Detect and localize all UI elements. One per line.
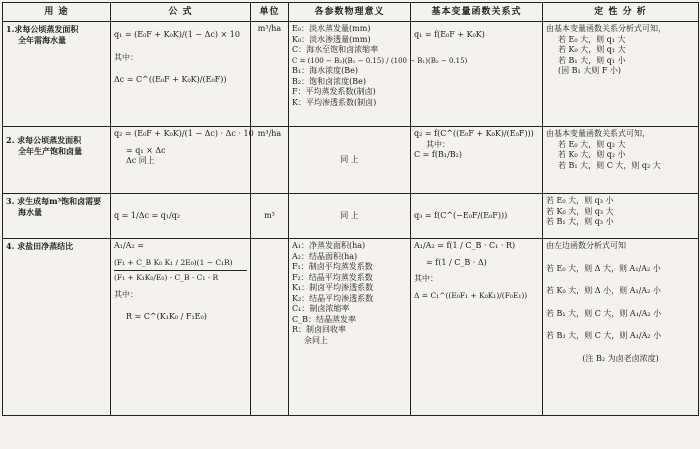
- relation-cell: [411, 194, 543, 239]
- param-line: K₀：淡水渗透量(mm): [292, 34, 371, 44]
- formula-table: [2, 2, 699, 416]
- param-line: K₁：制卤平均渗透系数: [292, 283, 374, 292]
- formula-line: 其中：: [114, 52, 138, 62]
- relation-cell: [411, 127, 543, 194]
- header-relation: 基本变量函数关系式: [411, 3, 543, 22]
- analysis-line: 若 B₁ 大，则 C 大，则 q₂ 大: [558, 160, 661, 170]
- formula-line: q = 1/Δc = q₁/q₂: [114, 210, 181, 220]
- param-line: K₂：结晶平均渗透系数: [292, 293, 374, 303]
- formula-line: R = C^(K₁K₀ / F₁E₀): [126, 312, 207, 321]
- analysis-line: 若 B₁ 大，则 q₁ 小: [558, 55, 626, 65]
- table-row: [3, 127, 699, 194]
- purpose-line: 全年需海水量: [18, 34, 66, 45]
- formula-line: Δc 同上: [126, 156, 155, 165]
- table-row: [3, 194, 699, 239]
- param-line: A₂：结晶面积(ha): [292, 251, 358, 261]
- purpose-line: 4. 求盐田净蒸结比: [6, 241, 74, 251]
- relation-line: C = f(B₁/B₂): [414, 150, 462, 159]
- analysis-line: 若 K₀ 大，则 q₂ 小: [558, 150, 626, 159]
- purpose-cell: [3, 239, 111, 416]
- formula-line: = q₁ × Δc: [126, 145, 166, 155]
- analysis-line: 由基本变量函数关系式可知，: [546, 129, 650, 138]
- analysis-line: (因 B₁ 大则 F 小): [558, 66, 622, 75]
- header-params: 各参数物理意义: [289, 3, 411, 22]
- formula-cell: [111, 239, 251, 416]
- params-cell: 同 上: [289, 194, 411, 239]
- param-line: K：平均渗透系数(制卤): [292, 97, 377, 107]
- param-line: F₁：制卤平均蒸发系数: [292, 262, 373, 271]
- unit-cell: m³/ha: [251, 22, 289, 127]
- purpose-cell: [3, 194, 111, 239]
- param-line: B₁：海水浓度(Be): [292, 66, 358, 75]
- formula-line: (F₁ + C_B K₀ K₁ / 2E₀)(1 − C₁R): [114, 257, 233, 267]
- param-line: F：平均蒸发系数(制卤): [292, 87, 376, 96]
- header-purpose: 用 途: [3, 3, 111, 22]
- analysis-line: 若 E₀ 大，则 q₂ 大: [558, 139, 626, 149]
- table-row: [3, 22, 699, 127]
- param-line: F₂：结晶平均蒸发系数: [292, 272, 373, 282]
- param-line: B₂：饱和卤浓度(Be): [292, 76, 366, 86]
- relation-line: A₁/A₂ = f(1 / C_B · C₁ · R): [414, 241, 516, 250]
- header-formula: 公 式: [111, 3, 251, 22]
- analysis-line: 若 K₀ 大，则 Δ 小，则 A₁/A₂ 小: [546, 286, 661, 295]
- analysis-cell: [543, 194, 699, 239]
- analysis-line: 若 B₂ 大，则 C 大，则 A₁/A₂ 小: [546, 331, 662, 340]
- purpose-cell: [3, 127, 111, 194]
- purpose-line: 3. 求生成每m³饱和卤需要: [6, 196, 102, 206]
- purpose-cell: [3, 22, 111, 127]
- params-cell: 同 上: [289, 127, 411, 194]
- param-line: A₁：净蒸发面积(ha): [292, 241, 366, 250]
- formula-line: 其中：: [114, 289, 138, 299]
- analysis-line: 若 B₁ 大，则 C 大，则 A₁/A₂ 小: [546, 308, 662, 318]
- param-line: C = (100 − B₂)(B₁ − 0.15) / (100 − B₁)(B₂ − 0.15): [292, 56, 468, 65]
- purpose-line: 全年生产饱和卤量: [18, 145, 82, 156]
- formula-line: q₁ = (E₀F + K₀K)/(1 − Δc) × 10: [114, 30, 240, 39]
- relation-cell: [411, 22, 543, 127]
- relation-cell: [411, 239, 543, 416]
- unit-cell: [251, 239, 289, 416]
- param-line: E₀：淡水蒸发量(mm): [292, 24, 371, 33]
- formula-cell: [111, 194, 251, 239]
- analysis-line: 若 K₀ 大，则 q₃ 大: [546, 206, 614, 216]
- params-cell: [289, 239, 411, 416]
- relation-line: 其中：: [426, 139, 450, 149]
- analysis-line: 由基本变量函数关系分析式可知，: [546, 24, 666, 33]
- header-row: [3, 3, 699, 22]
- relation-line: Δ = C₁^((E₀F₁ + K₀K₁)/(F₀E₁)): [414, 290, 528, 300]
- analysis-line: 由左边函数分析式可知: [546, 241, 626, 250]
- param-line: C₁：制卤浓缩率: [292, 304, 350, 313]
- unit-cell: m³/ha: [251, 127, 289, 194]
- formula-line: A₁/A₂ =: [114, 241, 144, 250]
- header-analysis: 定 性 分 析: [543, 3, 699, 22]
- analysis-line: 若 B₁ 大，则 q₃ 小: [546, 217, 614, 226]
- relation-line: = f(1 / C_B · Δ): [426, 257, 487, 267]
- formula-line: Δc = C^((E₀F + K₀K)/(E₀F)): [114, 75, 227, 84]
- purpose-line: 1.求每公顷蒸发面积: [6, 24, 79, 34]
- header-unit: 单位: [251, 3, 289, 22]
- analysis-line: 若 K₀ 大，则 q₁ 大: [558, 45, 626, 54]
- relation-line: q₁ = f(E₀F + K₀K): [414, 30, 485, 39]
- analysis-line: (注 B₂ 为卤老卤浓度): [582, 353, 659, 363]
- formula-line: (F₁ + K₁K₀/E₀) · C_B · C₁ · R: [114, 273, 219, 282]
- relation-line: q₂ = f(C^((E₀F + K₀K)/(E₀F))): [414, 129, 534, 138]
- purpose-line: 海水量: [18, 206, 42, 217]
- param-line: 余同上: [304, 335, 328, 345]
- analysis-line: 若 E₀ 大，则 Δ 大，则 A₁/A₂ 小: [546, 263, 661, 273]
- analysis-line: 若 E₀ 大，则 q₁ 大: [558, 34, 626, 44]
- relation-line: q₃ = f(C^(−E₀F/(E₀F))): [414, 210, 508, 220]
- formula-line: q₂ = (E₀F + K₀K)/(1 − Δc) · Δc · 10: [114, 129, 254, 138]
- table-row: [3, 239, 699, 416]
- analysis-cell: [543, 127, 699, 194]
- param-line: C：海水至饱和卤浓缩率: [292, 45, 379, 54]
- relation-line: 其中：: [414, 274, 438, 283]
- analysis-cell: [543, 239, 699, 416]
- formula-cell: [111, 22, 251, 127]
- param-line: C_B：结晶蒸发率: [292, 314, 356, 324]
- analysis-cell: [543, 22, 699, 127]
- formula-cell: [111, 127, 254, 194]
- purpose-line: 2. 求每公顷蒸发面积: [6, 135, 82, 145]
- param-line: R：制卤回收率: [292, 325, 347, 334]
- unit-cell: m³: [251, 194, 289, 239]
- analysis-line: 若 E₀ 大，则 q₃ 小: [546, 196, 614, 205]
